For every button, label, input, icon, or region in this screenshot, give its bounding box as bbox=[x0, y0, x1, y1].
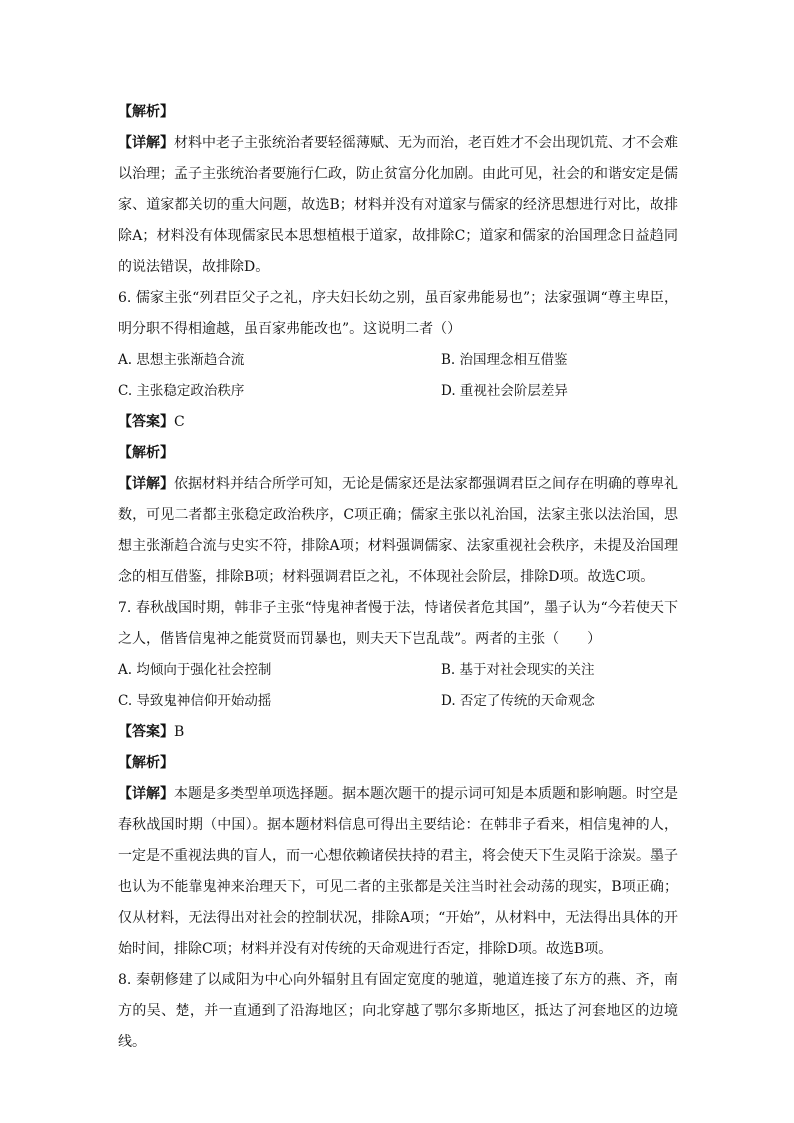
q7-detail-paragraph bbox=[118, 779, 678, 965]
q7-detail-text: 本题是多类型单项选择题。据本题次题干的提示词可知是本质题和影响题。时空是春秋战国时期（中国）。据本题材料信息可得出主要结论：在韩非子看来，相信鬼神的人，一定是不重视法典的盲人，而一心想依赖诸侯扶持的君主，将会使天下生灵陷于涂炭。墨子也认为不能靠鬼神来治理天下，可见二者的主张都是关注当时社会动荡的现实，B项正确；仅从材料，无法得出对社会的控制状况，排除A项；“开始”，从材料中，无法得出具体的开始时间，排除C项；材料并没有对传统的天命观进行否定，排除D项。故选B项。 bbox=[118, 786, 678, 957]
q7-option-d: D. 否定了传统的天命观念 bbox=[441, 693, 595, 709]
q6-detail-text: 依据材料并结合所学可知，无论是儒家还是法家都强调君臣之间存在明确的尊卑礼数，可见二者都主张稳定政治秩序，C项正确；儒家主张以礼治国，法家主张以法治国，思想主张渐趋合流与史实不符，排除A项；材料强调儒家、法家重视社会秩序，未提及治国理念的相互借鉴，排除B项；材料强调君臣之礼，不体现社会阶层，排除D项。故选C项。 bbox=[118, 476, 678, 585]
q7-answer bbox=[118, 717, 678, 748]
q5-detail-paragraph bbox=[118, 128, 678, 283]
document-page bbox=[118, 97, 678, 1058]
q6-options bbox=[118, 345, 678, 407]
q7-options bbox=[118, 655, 678, 717]
q7-option-c: C. 导致鬼神信仰开始动摇 bbox=[118, 693, 272, 709]
answer-tag: 【答案】 bbox=[118, 414, 174, 430]
q7-option-b: B. 基于对社会现实的关注 bbox=[441, 662, 595, 678]
detail-tag: 【详解】 bbox=[118, 786, 174, 802]
detail-tag: 【详解】 bbox=[118, 135, 174, 151]
q6-answer bbox=[118, 407, 678, 438]
q6-stem: 6. 儒家主张“列君臣父子之礼，序夫妇长幼之别，虽百家弗能易也”；法家强调“尊主卑臣，明分职不得相逾越，虽百家弗能改也”。这说明二者（） bbox=[118, 290, 678, 337]
q5-detail-text: 材料中老子主张统治者要轻徭薄赋、无为而治，老百姓才不会出现饥荒、才不会难以治理；孟子主张统治者要施行仁政，防止贫富分化加剧。由此可见，社会的和谐安定是儒家、道家都关切的重大问题，故选B；材料并没有对道家与儒家的经济思想进行对比，故排除A；材料没有体现儒家民本思想植根于道家，故排除C；道家和儒家的治国理念日益趋同的说法错误，故排除D。 bbox=[118, 135, 678, 275]
answer-tag: 【答案】 bbox=[118, 724, 174, 740]
analysis-heading: 【解析】 bbox=[118, 104, 174, 120]
q6-answer-value: C bbox=[174, 414, 185, 430]
q6-analysis-heading: 【解析】 bbox=[118, 445, 174, 461]
q6-option-b: B. 治国理念相互借鉴 bbox=[441, 352, 568, 368]
detail-tag: 【详解】 bbox=[118, 476, 174, 492]
q7-analysis-heading: 【解析】 bbox=[118, 755, 174, 771]
q6-option-a: A. 思想主张渐趋合流 bbox=[118, 352, 245, 368]
q7-answer-value: B bbox=[174, 724, 185, 740]
q6-detail-paragraph bbox=[118, 469, 678, 593]
q6-option-c: C. 主张稳定政治秩序 bbox=[118, 383, 245, 399]
q7-stem: 7. 春秋战国时期，韩非子主张“恃鬼神者慢于法，恃诸侯者危其国”，墨子认为“今若使天下之人，偕皆信鬼神之能赏贤而罚暴也，则夫天下岂乱哉”。两者的主张（ ） bbox=[118, 600, 678, 647]
q8-stem: 8. 秦朝修建了以咸阳为中心向外辐射且有固定宽度的驰道，驰道连接了东方的燕、齐，南方的吴、楚，并一直通到了沿海地区；向北穿越了鄂尔多斯地区，抵达了河套地区的边境线。 bbox=[118, 972, 678, 1050]
q6-option-d: D. 重视社会阶层差异 bbox=[441, 383, 568, 399]
q7-option-a: A. 均倾向于强化社会控制 bbox=[118, 662, 272, 678]
